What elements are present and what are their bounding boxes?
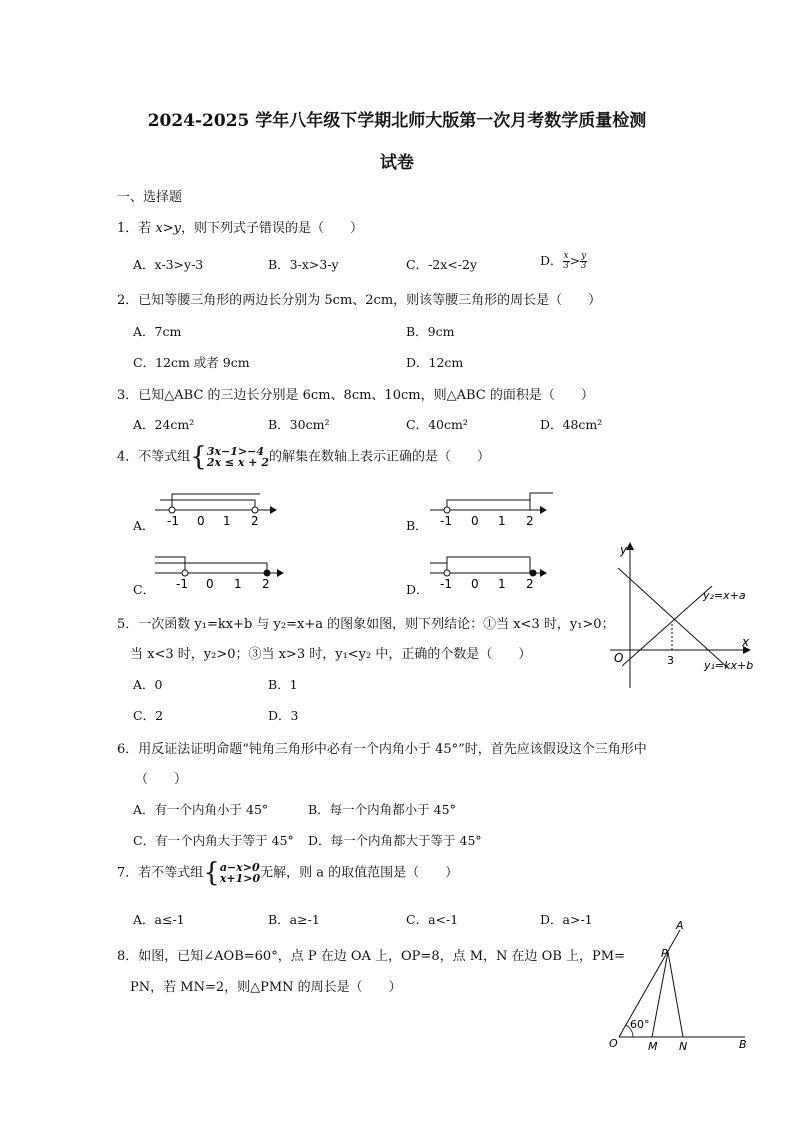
q5-option-d[interactable]: D．3: [268, 708, 299, 723]
point-n-label: N: [679, 1040, 688, 1053]
tick-label: 2: [262, 577, 270, 591]
tick-label: 0: [206, 577, 214, 591]
q7-option-a[interactable]: A．a≤-1: [133, 912, 185, 927]
point-b-label: B: [739, 1038, 747, 1051]
question-5-line1: 5．一次函数 y₁=kx+b 与 y₂=x+a 的图象如图，则下列结论：①当 x<3 时，y₁>0；: [117, 617, 615, 632]
section-heading: 一、选择题: [117, 190, 183, 205]
q6-option-d[interactable]: D．每一个内角都大于等于 45°: [308, 833, 482, 848]
q2-option-d[interactable]: D．12cm: [406, 355, 464, 370]
line-y2-label: y₂=x+a: [703, 589, 746, 602]
q6-option-c[interactable]: C．有一个内角大于等于 45°: [133, 833, 294, 848]
angle-label: 60°: [630, 1018, 650, 1031]
question-4-stem: 4．不等式组{ 3x−1>−4 2x ≤ x + 2 的解集在数轴上表示正确的是（ ）: [117, 442, 491, 472]
q4-numberline-b: [425, 485, 560, 530]
q7-option-c[interactable]: C．a<-1: [406, 912, 459, 927]
tick-label: -1: [167, 514, 179, 528]
q1-option-c[interactable]: C．-2x<-2y: [406, 257, 478, 272]
q6-option-a[interactable]: A．有一个内角小于 45°: [133, 802, 269, 817]
tick-label: 1: [498, 514, 506, 528]
y-axis-label: y: [620, 543, 628, 557]
q4-option-b[interactable]: B．: [406, 518, 428, 533]
tick-label: -1: [440, 577, 452, 591]
question-1-stem: 1．若 x>y，则下列式子错误的是（ ）: [117, 221, 364, 236]
question-8-line2: PN，若 MN=2，则△PMN 的周长是（ ）: [130, 980, 402, 995]
q1-option-a[interactable]: A．x-3>y-3: [133, 257, 204, 272]
point-m-label: M: [648, 1040, 658, 1053]
origin-label: O: [614, 651, 624, 665]
q4-option-c[interactable]: C．: [133, 582, 156, 597]
q5-option-c[interactable]: C．2: [133, 708, 164, 723]
q4-numberline-d: [425, 548, 560, 593]
tick-label: -1: [176, 577, 188, 591]
tick-label: 1: [498, 577, 506, 591]
q6-option-b[interactable]: B．每一个内角都小于 45°: [308, 802, 456, 817]
q3-option-a[interactable]: A．24cm²: [133, 417, 195, 432]
tick-label: 3: [667, 654, 674, 667]
tick-label: 0: [471, 514, 479, 528]
point-p-label: P: [661, 947, 668, 960]
point-a-label: A: [676, 919, 684, 932]
point-o-label: O: [609, 1037, 618, 1050]
q4-numberline-c: [150, 548, 290, 593]
tick-label: -1: [440, 514, 452, 528]
q5-option-b[interactable]: B．1: [268, 677, 298, 692]
q2-option-b[interactable]: B．9cm: [406, 324, 455, 339]
question-8-line1: 8．如图，已知∠AOB=60°，点 P 在边 OA 上，OP=8，点 M，N 在边 OB 上，PM=: [117, 949, 625, 964]
q4-option-a[interactable]: A．: [133, 518, 155, 533]
tick-label: 2: [251, 514, 259, 528]
tick-label: 2: [526, 514, 534, 528]
page-title: 2024-2025 学年八年级下学期北师大版第一次月考数学质量检测: [147, 111, 647, 131]
line-y1-label: y₁=kx+b: [704, 659, 754, 672]
q3-option-c[interactable]: C．40cm²: [406, 417, 468, 432]
question-2-stem: 2．已知等腰三角形的两边长分别为 5cm、2cm，则该等腰三角形的周长是（ ）: [117, 293, 602, 308]
question-6-line2: （ ）: [135, 772, 188, 787]
q7-option-b[interactable]: B．a≥-1: [268, 912, 320, 927]
q3-option-b[interactable]: B．30cm²: [268, 417, 330, 432]
tick-label: 1: [234, 577, 242, 591]
tick-label: 2: [526, 577, 534, 591]
q4-numberline-a: [150, 485, 280, 530]
x-axis-label: x: [742, 635, 750, 649]
question-6-line1: 6．用反证法证明命题“钝角三角形中必有一个内角小于 45°”时，首先应该假设这个三角形中: [117, 742, 647, 757]
q3-option-d[interactable]: D．48cm²: [540, 417, 603, 432]
q5-option-a[interactable]: A．0: [133, 677, 163, 692]
q7-option-d[interactable]: D．a>-1: [540, 912, 593, 927]
question-5-line2: 当 x<3 时，y₂>0；③当 x>3 时，y₁<y₂ 中，正确的个数是（ ）: [130, 647, 532, 662]
question-7-stem: 7．若不等式组{ a−x>0 x+1>0 无解，则 a 的取值范围是（ ）: [117, 858, 459, 888]
q8-triangle-figure: [605, 915, 755, 1055]
q1-option-b[interactable]: B．3-x>3-y: [268, 257, 339, 272]
tick-label: 1: [223, 514, 231, 528]
tick-label: 0: [471, 577, 479, 591]
page-title-line2: 试卷: [380, 153, 414, 173]
q2-option-a[interactable]: A．7cm: [133, 324, 182, 339]
q4-option-d[interactable]: D．: [406, 582, 429, 597]
q1-option-d[interactable]: D． $\frac{x}{3}$ > $\frac{y}{3}$: [540, 251, 587, 271]
q5-function-graph: [600, 538, 775, 693]
q2-option-c[interactable]: C．12cm 或者 9cm: [133, 355, 250, 370]
tick-label: 0: [197, 514, 205, 528]
question-3-stem: 3．已知△ABC 的三边长分别是 6cm、8cm、10cm，则△ABC 的面积是（ ）: [117, 388, 594, 403]
